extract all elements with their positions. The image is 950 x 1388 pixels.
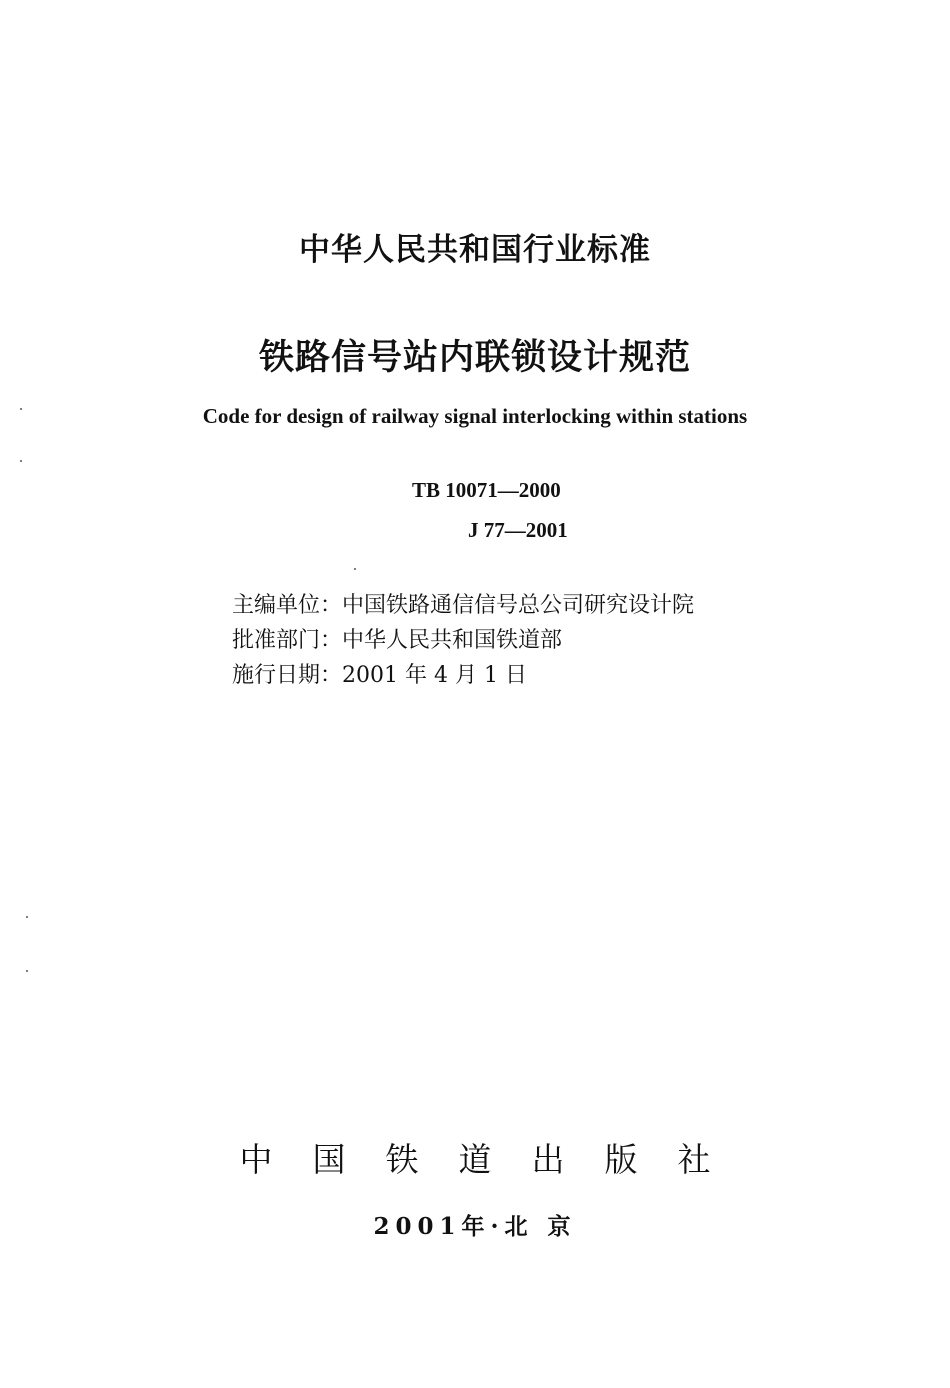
standard-code-tb: TB 10071—2000 bbox=[412, 478, 561, 502]
chief-editor-row bbox=[232, 588, 694, 623]
publication-date-place: 2001年·北 京 bbox=[373, 1213, 577, 1240]
meta-label: 批准部门： bbox=[232, 628, 343, 653]
standard-code-j: J 77—2001 bbox=[468, 518, 568, 542]
approval-department-row bbox=[232, 623, 694, 658]
document-title-chinese: 铁路信号站内联锁设计规范 bbox=[258, 338, 691, 378]
meta-value: 中国铁路通信信号总公司研究设计院 bbox=[342, 593, 695, 618]
meta-value: 2001 年 4 月 1 日 bbox=[342, 663, 527, 688]
scan-speck bbox=[20, 408, 22, 410]
scan-speck bbox=[20, 460, 22, 462]
scan-speck bbox=[26, 970, 28, 972]
document-title-english: Code for design of railway signal interlocking within stations bbox=[202, 404, 748, 428]
meta-value: 中华人民共和国铁道部 bbox=[342, 628, 563, 653]
standard-category-heading: 中华人民共和国行业标准 bbox=[299, 232, 651, 268]
meta-label: 施行日期： bbox=[232, 663, 343, 688]
scan-speck bbox=[354, 568, 356, 570]
meta-label: 主编单位： bbox=[232, 593, 343, 618]
publication-metadata bbox=[232, 588, 694, 693]
effective-date-row bbox=[232, 658, 694, 693]
scan-speck bbox=[26, 916, 28, 918]
publisher-name: 中国铁道出版社 bbox=[239, 1140, 751, 1179]
